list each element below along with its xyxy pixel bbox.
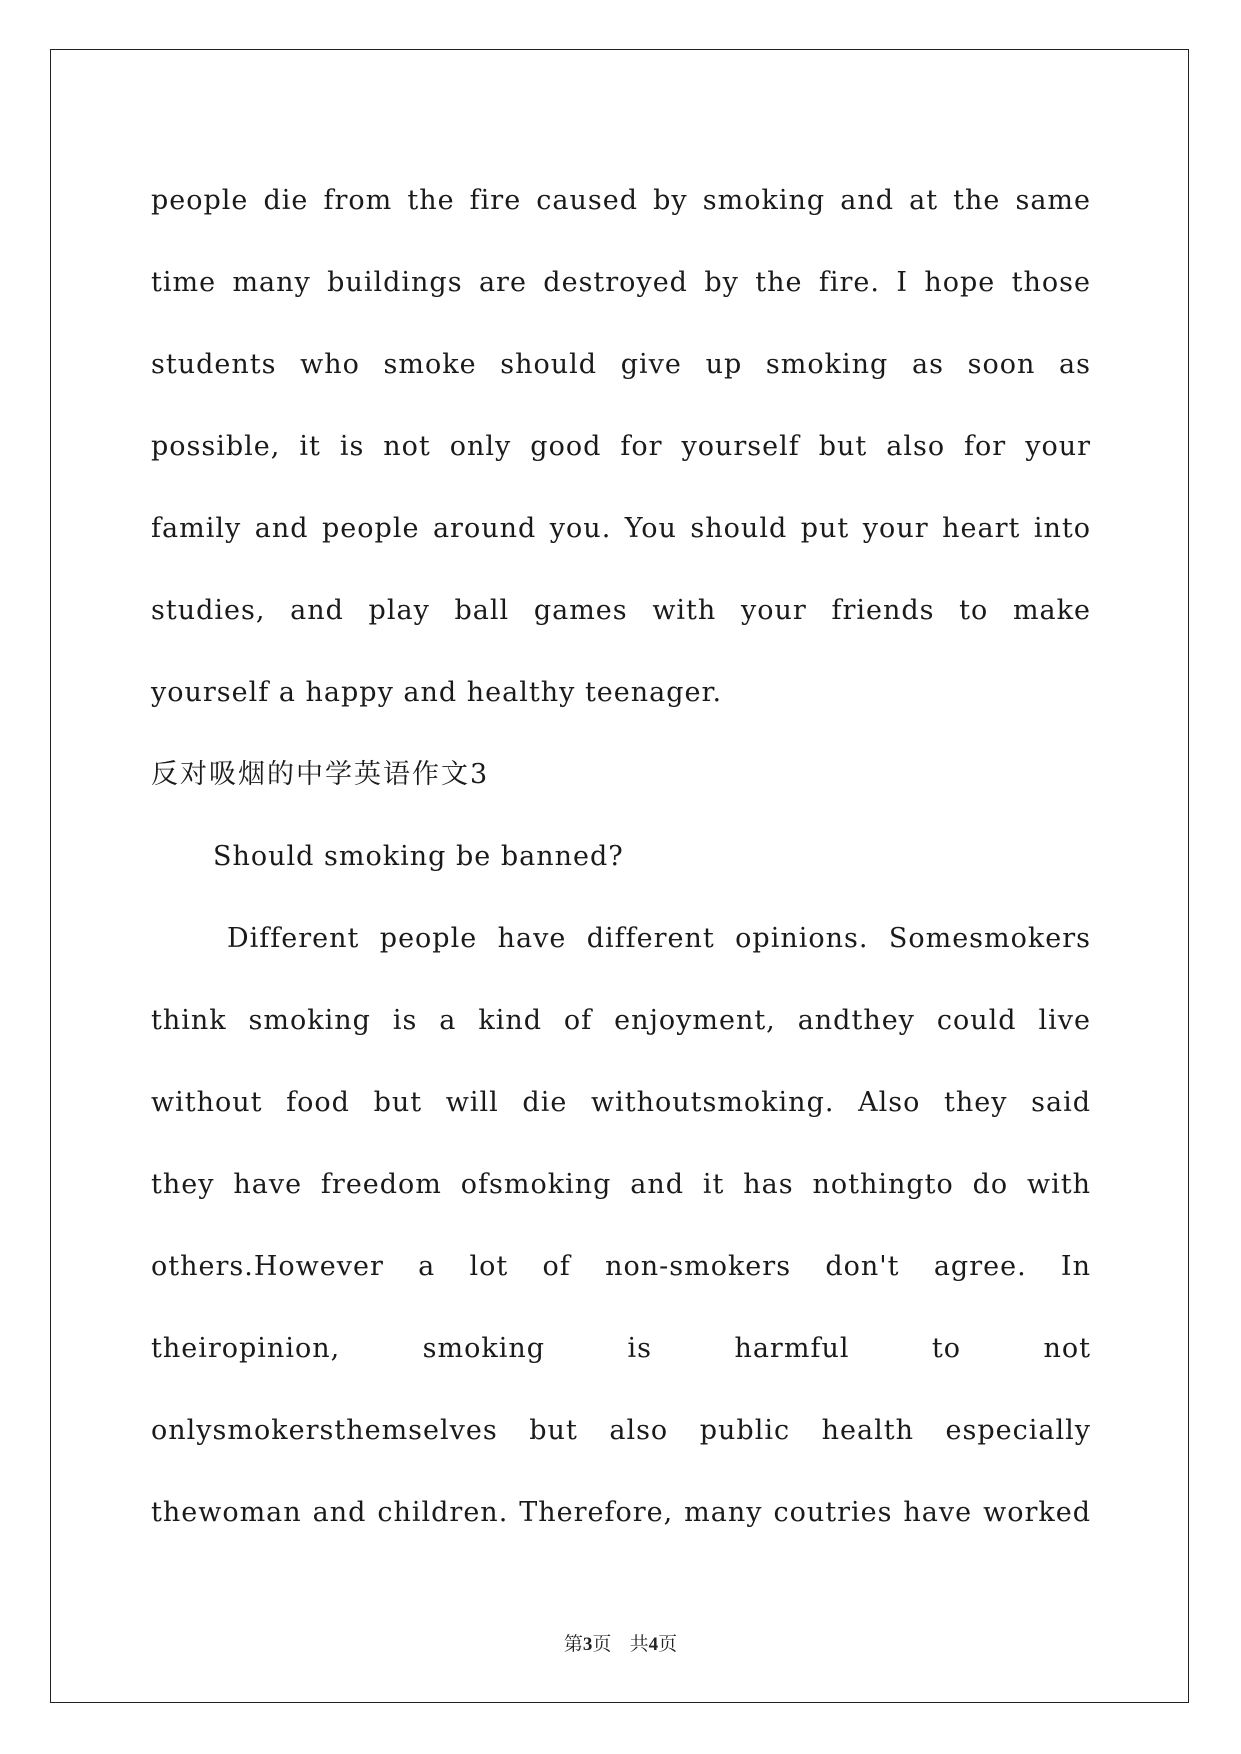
paragraph-line: students who smoke should give up smoking as soon as [151,349,1091,380]
paragraph-line: time many buildings are destroyed by the fire. I hope those [151,267,1091,298]
paragraph-line: studies, and play ball games with your friends to make [151,595,1091,626]
essay-title: Should smoking be banned? [213,841,624,872]
footer-page-suffix: 页 [592,1633,612,1655]
document-body [151,160,1091,1554]
paragraph-line-last: yourself a happy and healthy teenager. [151,677,723,708]
paragraph-line: family and people around you. You should put your heart into [151,513,1091,544]
paragraph-line: possible, it is not only good for yourself but also for your [151,431,1091,462]
paragraph-line: they have freedom ofsmoking and it has nothingto do with [151,1169,1091,1200]
paragraph-line: onlysmokersthemselves but also public health especially [151,1415,1091,1446]
footer-total-pages: 4 [648,1634,659,1655]
paragraph-line: others.However a lot of non-smokers don't agree. In [151,1251,1091,1282]
footer-current-page: 3 [582,1634,593,1655]
footer-total-prefix: 共 [629,1633,649,1655]
footer-total-suffix: 页 [658,1633,678,1655]
paragraph-line: thewoman and children. Therefore, many coutries have worked [151,1497,1091,1528]
paragraph-line: think smoking is a kind of enjoyment, andthey could live [151,1005,1091,1036]
footer-page-prefix: 第 [563,1633,583,1655]
page-footer [0,1629,1241,1656]
paragraph-line: people die from the fire caused by smoking and at the same [151,185,1091,216]
paragraph-line: Different people have different opinions. Somesmokers [227,923,1091,954]
paragraph-line: without food but will die withoutsmoking. Also they said [151,1087,1091,1118]
section-heading: 反对吸烟的中学英语作文3 [151,759,490,790]
paragraph-line: theiropinion, smoking is harmful to not [151,1333,1091,1364]
